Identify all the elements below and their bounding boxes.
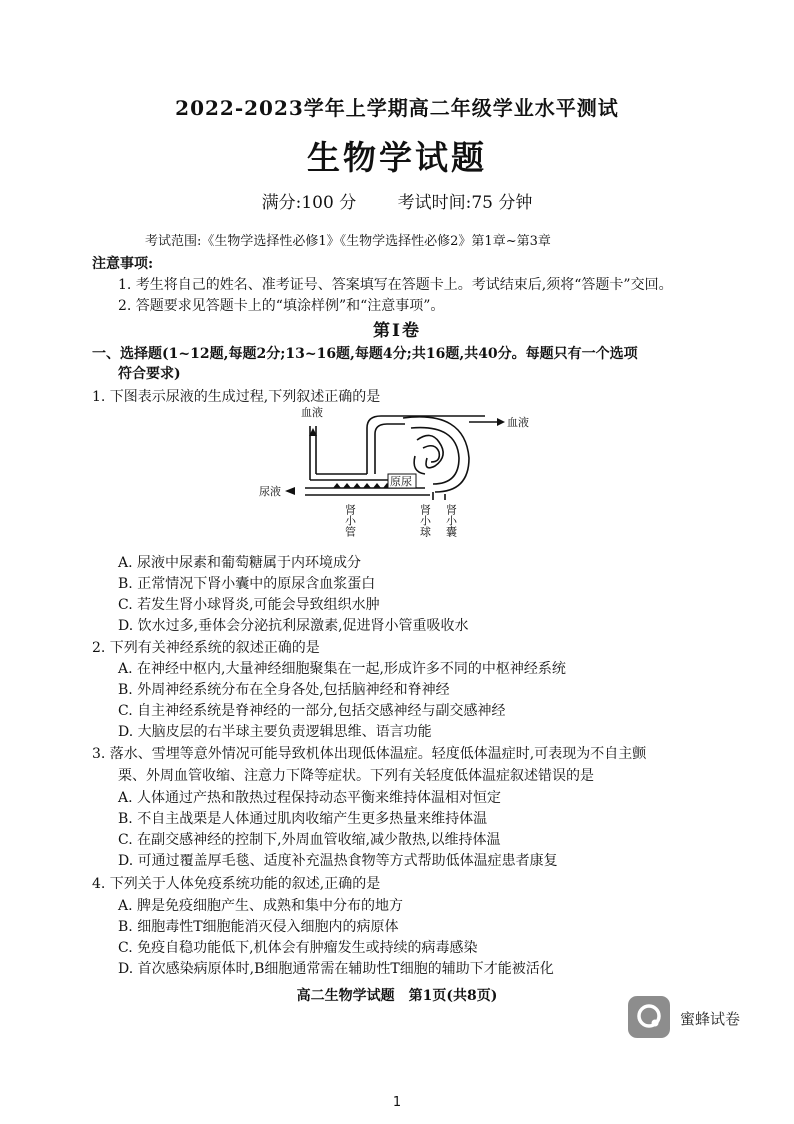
page-footer: 高二生物学试题 第1页(共8页) xyxy=(296,988,498,1004)
section-header: 一、选择题(1~12题,每题2分;13~16题,每题4分;共16题,共40分。每题只有一个选项 xyxy=(92,346,638,362)
label-primary-urine: 原尿 xyxy=(390,475,412,488)
option: D. 大脑皮层的右半球主要负责逻辑思维、语言功能 xyxy=(118,724,432,740)
exam-time: 考试时间:75 分钟 xyxy=(397,193,533,213)
option: B. 不自主战栗是人体通过肌肉收缩产生更多热量来维持体温 xyxy=(118,811,488,827)
option: A. 尿液中尿素和葡萄糖属于内环境成分 xyxy=(118,555,362,571)
option: C. 自主神经系统是脊神经的一部分,包括交感神经与副交感神经 xyxy=(118,703,506,719)
label-tubule: 肾小管 xyxy=(343,504,357,537)
notice-item: 1. 考生将自己的姓名、准考证号、答案填写在答题卡上。考试结束后,须将“答题卡”交回。 xyxy=(118,277,673,293)
option: B. 正常情况下肾小囊中的原尿含血浆蛋白 xyxy=(118,576,376,592)
notice-item: 2. 答题要求见答题卡上的“填涂样例”和“注意事项”。 xyxy=(118,298,445,314)
urine-formation-figure xyxy=(255,400,540,552)
watermark-logo-icon xyxy=(628,996,670,1038)
question-stem: 2. 下列有关神经系统的叙述正确的是 xyxy=(92,640,320,656)
option: D. 可通过覆盖厚毛毯、适度补充温热食物等方式帮助低体温症患者康复 xyxy=(118,853,558,869)
exam-meta xyxy=(0,188,794,213)
question-stem: 1. 下图表示尿液的生成过程,下列叙述正确的是 xyxy=(92,389,381,405)
option: C. 免疫自稳功能低下,机体会有肿瘤发生或持续的病毒感染 xyxy=(118,940,478,956)
label-urine: 尿液 xyxy=(259,485,281,498)
exam-scope: 考试范围:《生物学选择性必修1》《生物学选择性必修2》第1章~第3章 xyxy=(145,234,551,249)
option: C. 在副交感神经的控制下,外周血管收缩,减少散热,以维持体温 xyxy=(118,832,501,848)
label-glomerulus: 肾小球 xyxy=(418,504,432,537)
question-stem-cont: 栗、外周血管收缩、注意力下降等症状。下列有关轻度低体温症叙述错误的是 xyxy=(118,768,594,784)
subject-title: 生物学试题 xyxy=(307,138,487,177)
option: A. 脾是免疫细胞产生、成熟和集中分布的地方 xyxy=(118,898,404,914)
volume-title: 第Ⅰ卷 xyxy=(373,321,421,341)
watermark-text: 蜜蜂试卷 xyxy=(680,1010,741,1028)
option: B. 细胞毒性T细胞能消灭侵入细胞内的病原体 xyxy=(118,919,399,935)
label-capsule: 肾小囊 xyxy=(444,504,458,537)
section-header-cont: 符合要求) xyxy=(118,366,181,382)
label-blood-in: 血液 xyxy=(301,406,323,419)
page-number: 1 xyxy=(392,1095,402,1110)
option: A. 在神经中枢内,大量神经细胞聚集在一起,形成许多不同的中枢神经系统 xyxy=(118,661,566,677)
question-stem: 3. 落水、雪埋等意外情况可能导致机体出现低体温症。轻度低体温症时,可表现为不自主颤 xyxy=(92,746,647,762)
exam-title: 2022-2023学年上学期高二年级学业水平测试 xyxy=(175,96,619,120)
option: B. 外周神经系统分布在全身各处,包括脑神经和脊神经 xyxy=(118,682,450,698)
notice-title: 注意事项: xyxy=(92,256,154,272)
question-stem: 4. 下列关于人体免疫系统功能的叙述,正确的是 xyxy=(92,876,381,892)
option: A. 人体通过产热和散热过程保持动态平衡来维持体温相对恒定 xyxy=(118,790,502,806)
option: C. 若发生肾小球肾炎,可能会导致组织水肿 xyxy=(118,597,380,613)
full-score: 满分:100 分 xyxy=(261,193,357,213)
option: D. 首次感染病原体时,B细胞通常需在辅助性T细胞的辅助下才能被活化 xyxy=(118,961,554,977)
label-blood-out: 血液 xyxy=(507,416,529,429)
option: D. 饮水过多,垂体会分泌抗利尿激素,促进肾小管重吸收水 xyxy=(118,618,469,634)
